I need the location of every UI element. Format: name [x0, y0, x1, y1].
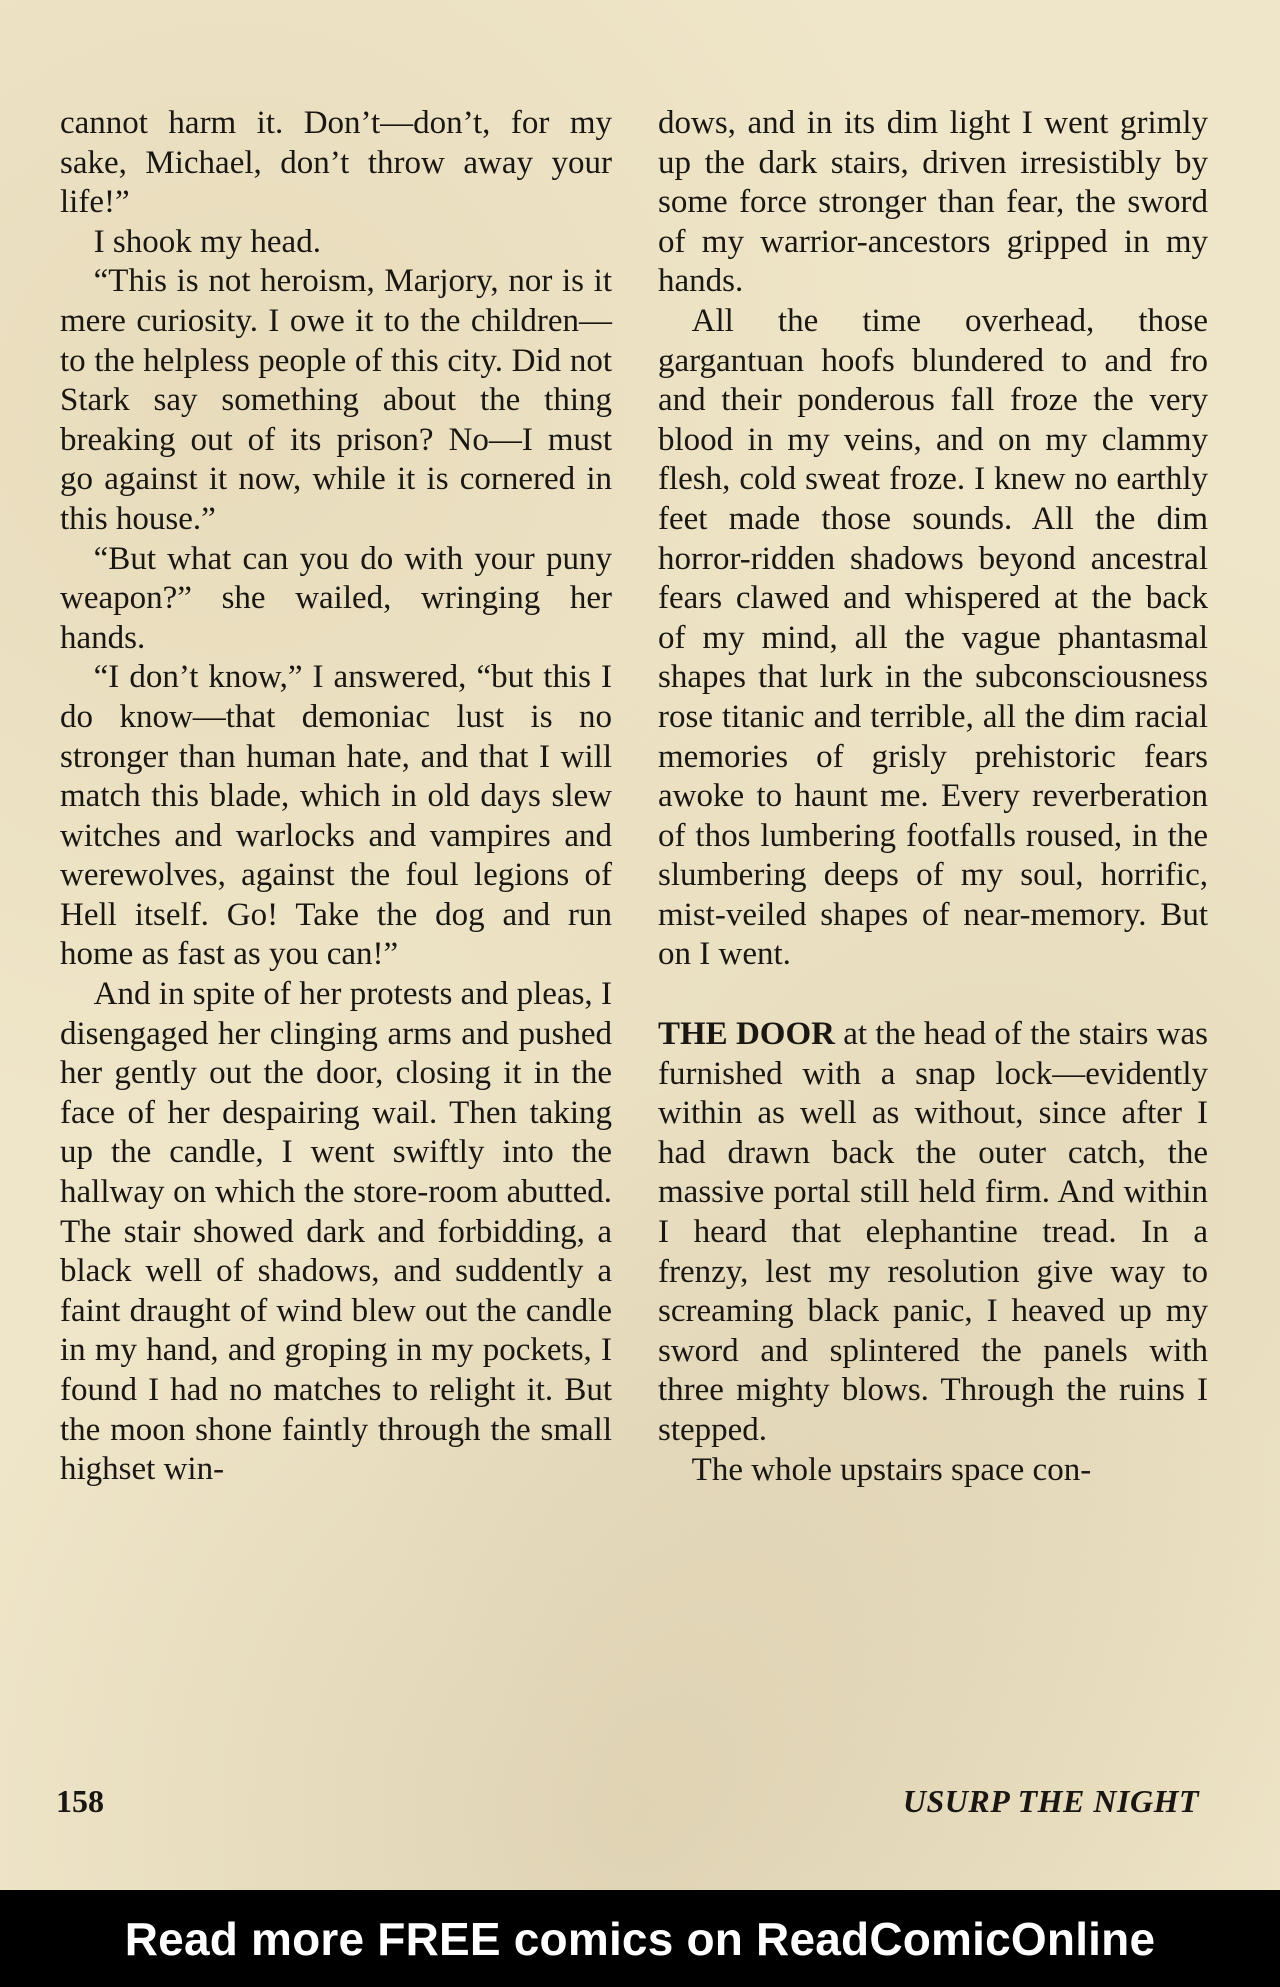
section-paragraph-text: at the head of the stairs was furnished with a snap lock—evidently within as well as without, since after I had drawn back the outer catch, the massive portal still held firm. And within I heard that elephantine tread. In a frenzy, lest my resolution give way to screaming black panic, I heaved up my sword and splintered the panels with three mighty blows. Through the ruins I stepped. — [658, 1016, 1208, 1448]
running-title: USURP THE NIGHT — [902, 1783, 1199, 1819]
page-number: 158 — [56, 1783, 104, 1819]
paragraph: And in spite of her protests and pleas, I disengaged her clinging arms and pushed her gently out the door, closing it in the face of her despairing wail. Then taking up the candle, I went swiftly into the hallway on which the store-room abutted. The stair showed dark and forbidding, a black well of shadows, and suddently a faint draught of wind blew out the candle in my hand, and groping in my pockets, I found I had no matches to relight it. But the moon shone faintly through the small highset win- — [60, 976, 612, 1488]
left-text-column — [60, 104, 612, 1490]
section-start-paragraph — [658, 1015, 1208, 1451]
paragraph: The whole upstairs space con- — [691, 1451, 1092, 1488]
paragraph: “But what can you do with your puny weapon?” she wailed, wringing her hands. — [60, 540, 612, 656]
paragraph-continuation: cannot harm it. Don’t—don’t, for my sake, Michael, don’t throw away your life!” — [60, 105, 612, 221]
right-text-column — [658, 104, 1208, 1490]
paragraph: “This is not heroism, Marjory, nor is it mere curiosity. I owe it to the children—to the helpless people of this city. Did not Stark say something about the thing breaking out of its prison? No—I must go against it now, while it is cornered in this house.” — [60, 263, 612, 537]
promo-banner-link[interactable]: Read more FREE comics on ReadComicOnline — [124, 1912, 1156, 1965]
section-lead-in: THE DOOR — [658, 1016, 835, 1053]
promo-banner — [0, 1890, 1280, 1987]
paragraph: “I don’t know,” I answered, “but this I do know—that demoniac lust is no stronger than human hate, and that I will match this blade, which in old days slew witches and warlocks and vampires and werewolves, against the foul legions of Hell itself. Go! Take the dog and run home as fast as you can!” — [60, 659, 612, 973]
paragraph: All the time overhead, those gargantuan hoofs blundered to and fro and their ponderous fall froze the very blood in my veins, and on my clammy flesh, cold sweat froze. I knew no earthly feet made those sounds. All the dim horror-ridden shadows beyond ancestral fears clawed and whispered at the back of my mind, all the vague phantasmal shapes that lurk in the subconsciousness rose titanic and terrible, all the dim racial memories of grisly prehistoric fears awoke to haunt me. Every reverberation of thos lumbering footfalls roused, in the slumbering deeps of my soul, horrific, mist-veiled shapes of near-memory. But on I went. — [658, 302, 1208, 973]
paragraph: I shook my head. — [93, 223, 321, 260]
paragraph-continuation: dows, and in its dim light I went grimly up the dark stairs, driven irresistibly by some force stronger than fear, the sword of my warrior-ancestors gripped in my hands. — [658, 105, 1208, 300]
